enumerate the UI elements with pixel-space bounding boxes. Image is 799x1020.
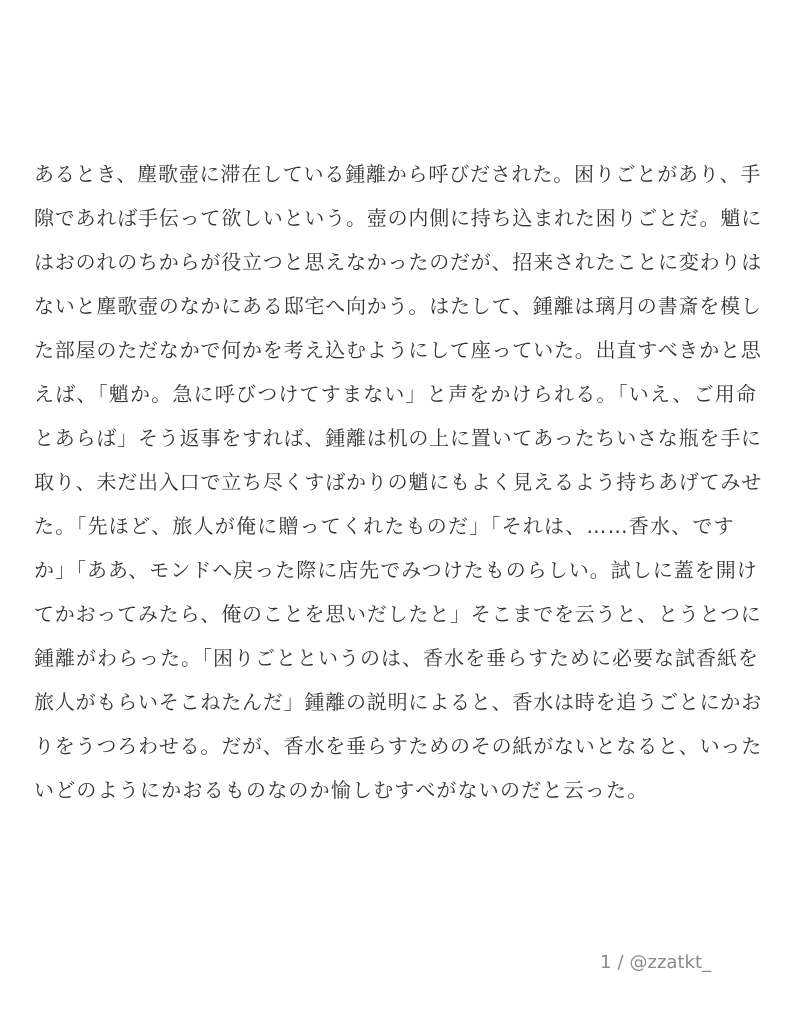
text-line: えば、「魈か。急に呼びつけてすまない」と声をかけられる。「いえ、ご用命 bbox=[34, 382, 758, 406]
text-line: てかおってみたら、俺のことを思いだしたと」そこまでを云うと、とうとつに bbox=[34, 602, 762, 626]
footer-separator: / bbox=[617, 952, 624, 973]
author-handle: @zzatkt_ bbox=[629, 952, 711, 973]
text-line: 隙であれば手伝って欲しいという。壺の内側に持ち込まれた困りごとだ。魈に bbox=[34, 206, 762, 230]
text-line: いどのようにかおるものなのか愉しむすべがないのだと云った。 bbox=[34, 778, 649, 802]
text-line: とあらば」そう返事をすれば、鍾離は机の上に置いてあったちいさな瓶を手に bbox=[34, 426, 762, 450]
text-line: りをうつろわせる。だが、香水を垂らすためのその紙がないとなると、いった bbox=[34, 734, 762, 758]
text-line: 鍾離がわらった。「困りごとというのは、香水を垂らすために必要な試香紙を bbox=[34, 646, 759, 670]
text-line: た部屋のただなかで何かを考え込むようにして座っていた。出直すべきかと思 bbox=[34, 338, 762, 362]
text-line: あるとき、塵歌壺に滞在している鍾離から呼びだされた。困りごとがあり、手 bbox=[34, 162, 762, 186]
text-line: はおのれのちからが役立つと思えなかったのだが、招来されたことに変わりは bbox=[34, 250, 762, 274]
page-footer bbox=[600, 950, 711, 976]
text-line: 旅人がもらいそこねたんだ」鍾離の説明によると、香水は時を追うごとにかお bbox=[34, 690, 762, 714]
text-line: た。「先ほど、旅人が俺に贈ってくれたものだ」「それは、……香水、です bbox=[34, 514, 735, 538]
text-line: ないと塵歌壺のなかにある邸宅へ向かう。はたして、鍾離は璃月の書斎を模し bbox=[34, 294, 762, 318]
page-number: 1 bbox=[600, 952, 612, 973]
text-line: か」「ああ、モンドへ戻った際に店先でみつけたものらしい。試しに蓋を開け bbox=[34, 558, 758, 582]
text-line: 取り、未だ出入口で立ち尽くすばかりの魈にもよく見えるよう持ちあげてみせ bbox=[34, 470, 762, 494]
body-text bbox=[34, 152, 764, 812]
